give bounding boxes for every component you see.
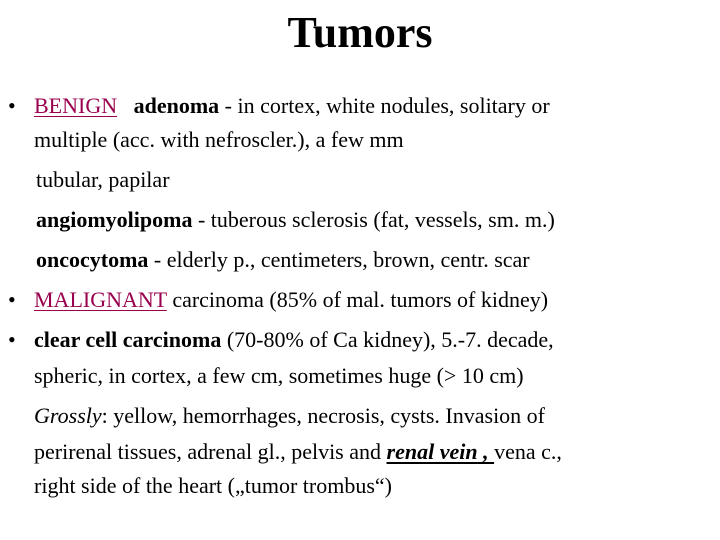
malignant-text: carcinoma (85% of mal. tumors of kidney) xyxy=(166,287,549,312)
ccc-line-5 xyxy=(34,472,392,499)
angiomyolipoma-text: - tuberous sclerosis (fat, vessels, sm. m.) xyxy=(192,207,555,232)
bullet-marker: • xyxy=(8,327,16,352)
oncocytoma-term: oncocytoma xyxy=(36,247,149,272)
benign-label: BENIGN xyxy=(34,93,118,118)
oncocytoma-text: - elderly p., centimeters, brown, centr. scar xyxy=(148,247,530,272)
benign-line-4 xyxy=(36,206,555,233)
grossly-term: Grossly xyxy=(34,403,102,428)
benign-line-3 xyxy=(36,166,170,193)
adenoma-text: - in cortex, white nodules, solitary or xyxy=(219,93,550,118)
benign-line-1 xyxy=(34,92,550,119)
adenoma-text-cont: multiple (acc. with nefroscler.), a few mm xyxy=(34,127,404,152)
benign-line-5 xyxy=(36,246,530,273)
renal-vein-term: renal vein xyxy=(386,439,478,464)
ccc-text-4a: perirenal tissues, adrenal gl., pelvis and xyxy=(34,439,387,464)
malignant-label: MALIGNANT xyxy=(34,287,167,312)
malignant-line xyxy=(34,286,548,313)
ccc-line-1 xyxy=(34,326,554,353)
ccc-text-1: (70-80% of Ca kidney), 5.-7. decade, xyxy=(221,327,554,352)
bullet-marker: • xyxy=(8,287,16,312)
tubular-text: tubular, papilar xyxy=(36,167,170,192)
ccc-line-4 xyxy=(34,438,562,465)
bullet-marker: • xyxy=(8,93,16,118)
renal-vein-punct: , xyxy=(477,439,495,464)
ccc-text-4b: vena c., xyxy=(494,439,562,464)
slide-title: Tumors xyxy=(287,8,433,57)
ccc-line-3 xyxy=(34,402,545,429)
ccc-line-2 xyxy=(34,362,524,389)
ccc-text-3: : yellow, hemorrhages, necrosis, cysts. Invasion of xyxy=(101,403,546,428)
benign-line-2 xyxy=(34,126,404,153)
adenoma-term: adenoma xyxy=(133,93,220,118)
clear-cell-carcinoma-term: clear cell carcinoma xyxy=(34,327,222,352)
ccc-text-5: right side of the heart („tumor trombus“) xyxy=(34,473,393,498)
ccc-text-2: spheric, in cortex, a few cm, sometimes huge (> 10 cm) xyxy=(34,363,524,388)
angiomyolipoma-term: angiomyolipoma xyxy=(36,207,193,232)
